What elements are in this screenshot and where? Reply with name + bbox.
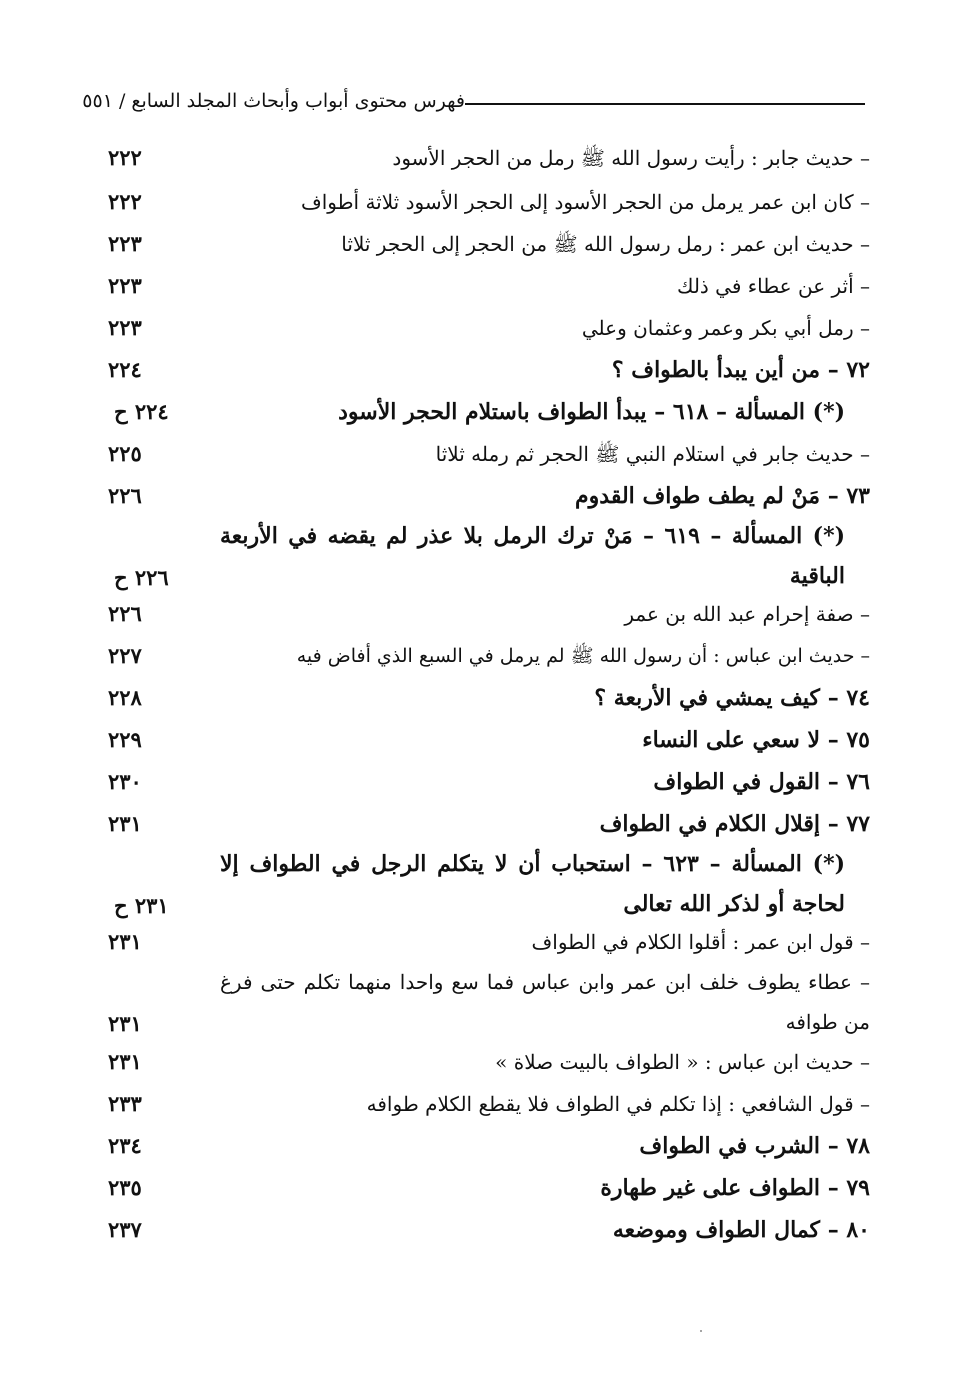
entry-page: ٢٢٨ (108, 685, 142, 710)
entry-page: ٢٢٤ (108, 357, 142, 382)
index-entry (100, 306, 870, 350)
entry-page: ٢٢٤ ح (114, 399, 169, 424)
entry-page: ٢٢٦ ح (114, 565, 169, 590)
index-entry (100, 844, 870, 928)
entry-text: (*) المسألة – ٦١٨ – يبدأ الطواف باستلام الحجر الأسود (338, 399, 845, 425)
index-entry (100, 1208, 870, 1252)
index-entry (100, 592, 870, 636)
index-entry (100, 920, 870, 964)
index-entry (100, 802, 870, 846)
entry-page: ٢٣١ (108, 811, 142, 836)
index-entry (100, 348, 870, 392)
running-header (82, 86, 865, 126)
entry-text: ٧٦ – القول في الطواف (653, 769, 870, 795)
entry-text: (*) المسألة – ٦٢٣ – استحباب أن لا يتكلم الرجل في الطواف إلا لحاجة أو لذكر الله تعالى (220, 851, 845, 917)
entry-page: ٢٢٣ (108, 231, 142, 256)
index-entry (100, 1040, 870, 1084)
index-entry (100, 1124, 870, 1168)
entry-page: ٢٢٧ (108, 643, 142, 668)
scan-speck (700, 1330, 702, 1332)
entry-page: ٢٢٣ (108, 315, 142, 340)
index-entry (100, 676, 870, 720)
index-entry (100, 264, 870, 308)
entry-text: (*) المسألة – ٦١٩ – مَنْ ترك الرمل بلا عذر لم يقضه في الأربعة الباقية (220, 523, 845, 589)
entry-page: ٢٣٣ (108, 1091, 142, 1116)
header-title: فهرس محتوى أبواب وأبحاث المجلد السابع / ٥٥١ (82, 90, 465, 112)
entry-page: ٢٣٤ (108, 1133, 142, 1158)
index-entry (100, 180, 870, 224)
entry-page: ٢٣١ (108, 929, 142, 954)
index-entry (100, 222, 870, 266)
entry-page: ٢٢٢ (108, 189, 142, 214)
entry-page: ٢٢٦ (108, 483, 142, 508)
index-entry (100, 432, 870, 476)
entry-text: ٧٧ – إقلال الكلام في الطواف (599, 811, 870, 837)
entry-page: ٢٢٦ (108, 601, 142, 626)
entry-text: – كان ابن عمر يرمل من الحجر الأسود إلى الحجر الأسود ثلاثة أطواف (300, 190, 870, 214)
entry-text: – صفة إحرام عبد الله بن عمر (624, 602, 870, 626)
entry-text: – حديث ابن عباس : « الطواف بالبيت صلاة » (495, 1050, 870, 1074)
index-entry (100, 516, 870, 600)
index-entry (100, 1166, 870, 1210)
entry-page: ٢٣١ (108, 1049, 142, 1074)
entry-text: ٨٠ – كمال الطواف وموضعه (612, 1217, 870, 1243)
entry-text: – حديث جابر في استلام النبي ﷺ الحجر ثم رمله ثلاثا (435, 442, 870, 466)
index-entry (100, 1082, 870, 1126)
entry-text: – قول ابن عمر : أقلوا الكلام في الطواف (531, 930, 870, 954)
index-entry (100, 634, 870, 678)
index-entry (100, 474, 870, 518)
entry-text: – رمل أبي بكر وعمر وعثمان وعلي (581, 316, 870, 340)
entry-text: ٧٢ – من أين يبدأ بالطواف ؟ (611, 357, 870, 383)
entry-text: – حديث جابر : رأيت رسول الله ﷺ رمل من الحجر الأسود (392, 146, 870, 170)
entry-text: ٧٣ – مَنْ لم يطف طواف القدوم (575, 483, 870, 509)
index-entry (100, 962, 870, 1046)
entry-page: ٢٣٥ (108, 1175, 142, 1200)
entry-page: ٢٣٧ (108, 1217, 142, 1242)
index-entry (100, 718, 870, 762)
entry-text: ٧٥ – لا سعي على النساء (642, 727, 870, 753)
entry-text: – عطاء يطوف خلف ابن عمر وابن عباس فما سع واحدا منهما تكلم حتى فرغ من طوافه (220, 970, 870, 1034)
entry-page: ٢٣١ (108, 1011, 142, 1036)
index-entry (100, 136, 870, 180)
entry-page: ٢٢٣ (108, 273, 142, 298)
entry-page: ٢٣٠ (108, 769, 142, 794)
entry-text: – قول الشافعي : إذا تكلم في الطواف فلا يقطع الكلام طوافه (366, 1092, 870, 1116)
index-entry (100, 760, 870, 804)
entry-text: – أثر عن عطاء في ذلك (676, 274, 870, 298)
entry-page: ٢٣١ ح (114, 893, 169, 918)
entry-text: ٧٨ – الشرب في الطواف (639, 1133, 870, 1159)
index-entry (100, 390, 870, 434)
entry-page: ٢٢٢ (108, 145, 142, 170)
entry-page: ٢٢٥ (108, 441, 142, 466)
entry-text: – حديث ابن عباس : أن رسول الله ﷺ لم يرمل في السبع الذي أفاض فيه (296, 645, 870, 667)
entry-page: ٢٢٩ (108, 727, 142, 752)
entry-text: ٧٤ – كيف يمشي في الأربعة ؟ (594, 685, 870, 711)
entry-text: – حديث ابن عمر : رمل رسول الله ﷺ من الحجر إلى الحجر ثلاثا (341, 232, 870, 256)
entry-text: ٧٩ – الطواف على غير طهارة (600, 1175, 870, 1201)
header-rule (465, 103, 865, 105)
